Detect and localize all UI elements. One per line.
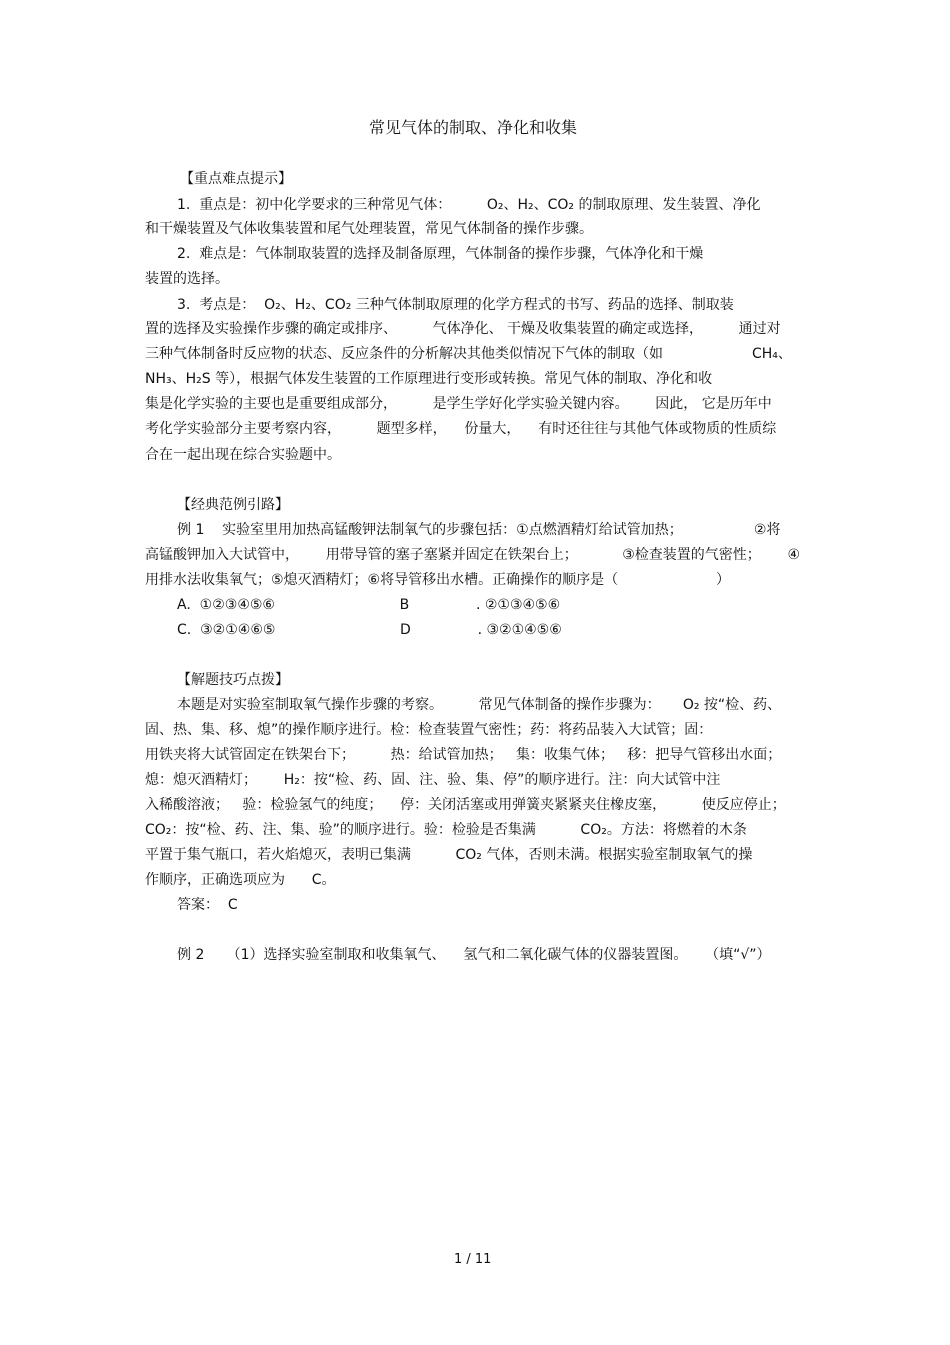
text-line: NH₃、H₂S 等），根据气体发生装置的工作原理进行变形或转换。常见气体的制取、净化和收 <box>145 371 713 387</box>
text-line: 2. 难点是：气体制取装置的选择及制备原理，气体制备的操作步骤，气体净化和干燥 <box>177 246 704 262</box>
text-line: 【解题技巧点拨】 <box>177 672 289 688</box>
text-line: C. ③②①④⑥⑤ D . ③②①④⑤⑥ <box>177 622 562 638</box>
text-line: 【重点难点提示】 <box>180 171 292 187</box>
text-line: 入稀酸溶液； 验：检验氢气的纯度； 停：关闭活塞或用弹簧夹紧紧夹住橡皮塞， 使反应停止； <box>145 797 786 813</box>
text-line: 三种气体制备时反应物的状态、反应条件的分析解决其他类似情况下气体的制取（如 CH₄、 <box>145 346 792 362</box>
text-line: 和干燥装置及气体收集装置和尾气处理装置，常见气体制备的操作步骤。 <box>145 221 593 237</box>
text-line: 1. 重点是：初中化学要求的三种常见气体： O₂、H₂、CO₂ 的制取原理、发生装置、净化 <box>177 197 761 213</box>
text-line: 合在一起出现在综合实验题中。 <box>145 447 341 463</box>
text-line: 例 2 （1）选择实验室制取和收集氧气、 氢气和二氧化碳气体的仪器装置图。 （填“√”） <box>177 947 771 963</box>
text-line: 熄：熄灭酒精灯； H₂：按“检、药、固、注、验、集、停”的顺序进行。注：向大试管中注 <box>145 772 721 788</box>
text-line: 高锰酸钾加入大试管中， 用带导管的塞子塞紧并固定在铁架台上； ③检查装置的气密性； ④ <box>145 547 801 563</box>
page-number: 1 / 11 <box>454 1252 492 1267</box>
text-line: 考化学实验部分主要考察内容， 题型多样， 份量大， 有时还往往与其他气体或物质的性质综 <box>145 421 777 437</box>
text-line: 例 1 实验室里用加热高锰酸钾法制氧气的步骤包括：①点燃酒精灯给试管加热； ②将 <box>177 522 781 538</box>
text-line: 【经典范例引路】 <box>177 497 289 513</box>
text-line: 用排水法收集氧气；⑤熄灭酒精灯；⑥将导管移出水槽。正确操作的顺序是（ ） <box>145 572 731 588</box>
text-line: 答案： C <box>177 897 238 913</box>
text-line: 装置的选择。 <box>145 271 229 287</box>
text-line: A. ①②③④⑤⑥ B . ②①③④⑤⑥ <box>177 597 561 613</box>
text-line: 置的选择及实验操作步骤的确定或排序、 气体净化、 干燥及收集装置的确定或选择， 通过对 <box>145 321 781 337</box>
page-title: 常见气体的制取、净化和收集 <box>369 118 578 137</box>
text-line: 平置于集气瓶口，若火焰熄灭，表明已集满 CO₂ 气体，否则未满。根据实验室制取氧气的操 <box>145 847 753 863</box>
text-line: CO₂：按“检、药、注、集、验”的顺序进行。验：检验是否集满 CO₂。方法：将燃着的木条 <box>145 822 747 838</box>
text-line: 本题是对实验室制取氧气操作步骤的考察。 常见气体制备的操作步骤为： O₂ 按“检、药、 <box>177 697 782 713</box>
text-line: 集是化学实验的主要也是重要组成部分， 是学生学好化学实验关键内容。 因此， 它是历年中 <box>145 396 772 412</box>
text-line: 固、热、集、移、熄”的操作顺序进行。检：检查装置气密性；药：将药品装入大试管；固： <box>145 722 713 738</box>
text-line: 用铁夹将大试管固定在铁架台下； 热：给试管加热； 集：收集气体； 移：把导气管移出水面； <box>145 747 782 763</box>
text-line: 3. 考点是： O₂、H₂、CO₂ 三种气体制取原理的化学方程式的书写、药品的选择、制取装 <box>177 297 734 313</box>
text-line: 作顺序，正确选项应为 C。 <box>145 872 336 888</box>
